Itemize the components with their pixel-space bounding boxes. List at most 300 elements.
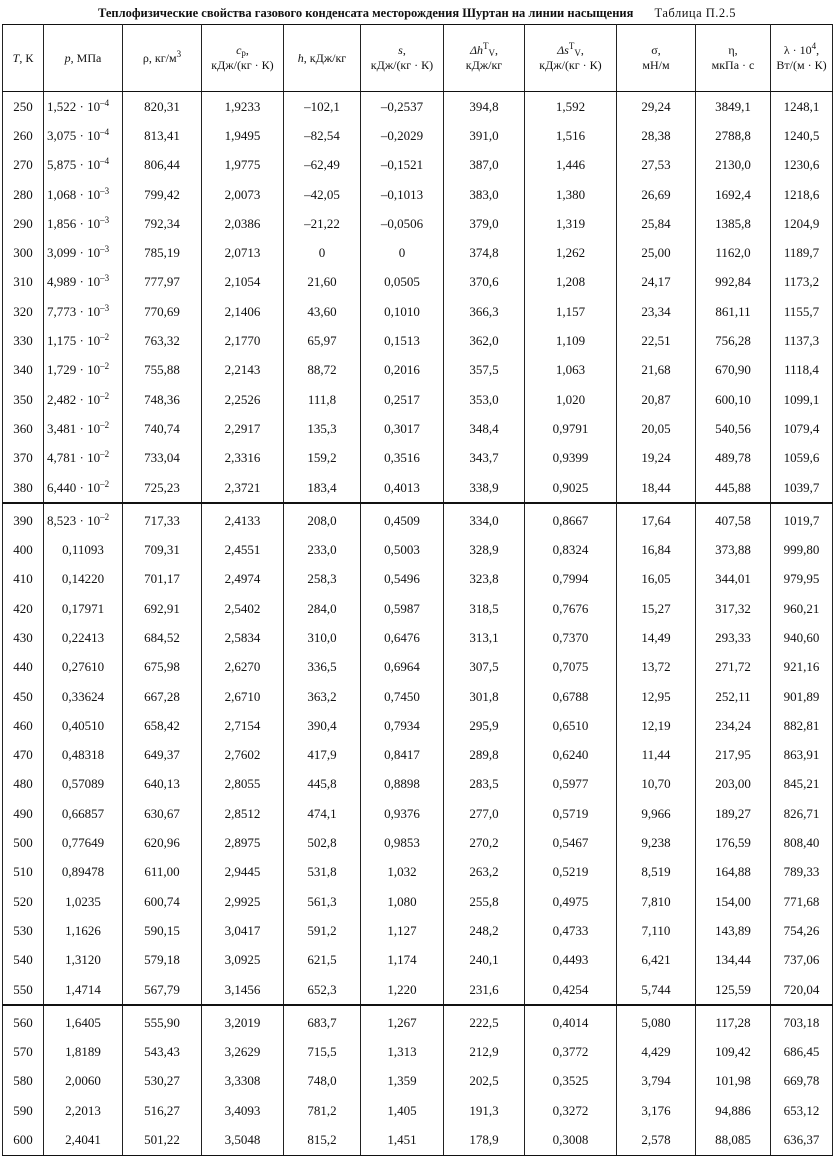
cell-s: 0,6476 xyxy=(361,623,444,652)
header-unit: , кг/м xyxy=(148,50,177,65)
cell-cp: 3,5048 xyxy=(202,1125,284,1155)
cell-s: 1,313 xyxy=(361,1038,444,1067)
cell-s: 0,8898 xyxy=(361,770,444,799)
cell-ds: 0,4254 xyxy=(525,975,617,1005)
cell-rho: 777,97 xyxy=(123,268,202,297)
cell-p xyxy=(44,209,123,238)
table-row xyxy=(3,682,833,711)
table-caption xyxy=(0,6,834,21)
cell-t: 270 xyxy=(3,151,44,180)
cell-eta: 252,11 xyxy=(696,682,771,711)
cell-rho: 717,33 xyxy=(123,503,202,535)
cell-t: 380 xyxy=(3,473,44,503)
cell-ds: 0,4493 xyxy=(525,946,617,975)
cell-dh: 263,2 xyxy=(444,858,525,887)
cell-eta: 344,01 xyxy=(696,565,771,594)
cell-t: 320 xyxy=(3,297,44,326)
cell-t: 350 xyxy=(3,385,44,414)
cell-s: 0,1010 xyxy=(361,297,444,326)
cell-lambda: 789,33 xyxy=(771,858,833,887)
cell-lambda: 826,71 xyxy=(771,799,833,828)
cell-h: 748,0 xyxy=(284,1067,361,1096)
cell-s: 0,7450 xyxy=(361,682,444,711)
table-number: Таблица П.2.5 xyxy=(654,6,737,20)
header-s xyxy=(361,25,444,92)
cell-ds: 0,3525 xyxy=(525,1067,617,1096)
header-symbol: T xyxy=(12,50,20,65)
cell-eta: 317,32 xyxy=(696,594,771,623)
table-row xyxy=(3,238,833,267)
cell-ds: 0,4975 xyxy=(525,887,617,916)
cell-p xyxy=(44,385,123,414)
cell-t: 480 xyxy=(3,770,44,799)
cell-cp: 3,4093 xyxy=(202,1096,284,1125)
cell-h: 43,60 xyxy=(284,297,361,326)
p-value: 1,8189 xyxy=(65,1044,101,1060)
cell-rho: 530,27 xyxy=(123,1067,202,1096)
table-row xyxy=(3,92,833,122)
cell-s: 1,220 xyxy=(361,975,444,1005)
table-row xyxy=(3,594,833,623)
cell-dh: 383,0 xyxy=(444,180,525,209)
cell-sigma: 3,794 xyxy=(617,1067,696,1096)
cell-t: 280 xyxy=(3,180,44,209)
cell-s: 0,5496 xyxy=(361,565,444,594)
header-p xyxy=(44,25,123,92)
cell-h: –102,1 xyxy=(284,92,361,122)
header-line xyxy=(142,48,182,65)
p-mantissa: 8,523 xyxy=(47,512,77,528)
cell-h: 159,2 xyxy=(284,444,361,473)
cell-dh: 240,1 xyxy=(444,946,525,975)
cell-lambda: 808,40 xyxy=(771,828,833,857)
header-line xyxy=(651,43,660,57)
cell-t: 570 xyxy=(3,1038,44,1067)
cell-p xyxy=(44,1096,123,1125)
cell-s: 1,267 xyxy=(361,1005,444,1037)
cell-lambda: 636,37 xyxy=(771,1125,833,1155)
table-row xyxy=(3,1005,833,1037)
cell-rho: 567,79 xyxy=(123,975,202,1005)
cell-lambda: 1137,3 xyxy=(771,326,833,355)
cell-eta: 1385,8 xyxy=(696,209,771,238)
cell-h: 65,97 xyxy=(284,326,361,355)
p-times: · 10 xyxy=(76,450,101,466)
cell-t: 300 xyxy=(3,238,44,267)
cell-dh: 295,9 xyxy=(444,711,525,740)
table-row xyxy=(3,565,833,594)
cell-lambda: 771,68 xyxy=(771,887,833,916)
cell-s: 1,405 xyxy=(361,1096,444,1125)
header-line xyxy=(13,51,34,65)
p-mantissa: 1,068 xyxy=(47,186,77,202)
cell-h: 445,8 xyxy=(284,770,361,799)
cell-ds: 0,6788 xyxy=(525,682,617,711)
cell-cp: 3,1456 xyxy=(202,975,284,1005)
cell-eta: 445,88 xyxy=(696,473,771,503)
header-symbol: λ · 10 xyxy=(783,43,812,57)
cell-h: 284,0 xyxy=(284,594,361,623)
header-unit-line2: мН/м xyxy=(642,58,670,72)
p-exponent: –2 xyxy=(100,361,110,372)
cell-eta: 109,42 xyxy=(696,1038,771,1067)
cell-eta: 373,88 xyxy=(696,535,771,564)
cell-cp: 2,1406 xyxy=(202,297,284,326)
cell-cp: 2,8055 xyxy=(202,770,284,799)
cell-ds: 0,8667 xyxy=(525,503,617,535)
cell-t: 540 xyxy=(3,946,44,975)
header-sub: V xyxy=(574,48,581,58)
p-value: 0,17971 xyxy=(61,600,105,616)
cell-s: 0,6964 xyxy=(361,653,444,682)
cell-eta: 203,00 xyxy=(696,770,771,799)
cell-t: 500 xyxy=(3,828,44,857)
header-symbol: σ xyxy=(651,43,658,57)
cell-cp: 2,6710 xyxy=(202,682,284,711)
cell-dh: 307,5 xyxy=(444,653,525,682)
table-row xyxy=(3,1067,833,1096)
cell-h: 88,72 xyxy=(284,356,361,385)
header-unit-line2: Вт/(м · К) xyxy=(776,58,827,72)
cell-eta: 176,59 xyxy=(696,828,771,857)
cell-dh: 231,6 xyxy=(444,975,525,1005)
cell-dh: 277,0 xyxy=(444,799,525,828)
p-exponent: –3 xyxy=(100,214,110,225)
cell-ds: 1,319 xyxy=(525,209,617,238)
cell-ds: 0,5977 xyxy=(525,770,617,799)
cell-eta: 217,95 xyxy=(696,741,771,770)
cell-rho: 501,22 xyxy=(123,1125,202,1155)
cell-p xyxy=(44,653,123,682)
cell-rho: 555,90 xyxy=(123,1005,202,1037)
cell-h: 310,0 xyxy=(284,623,361,652)
cell-sigma: 5,080 xyxy=(617,1005,696,1037)
table-row xyxy=(3,444,833,473)
table-row xyxy=(3,121,833,150)
cell-sigma: 16,84 xyxy=(617,535,696,564)
p-exponent: –2 xyxy=(100,332,110,343)
cell-p xyxy=(44,741,123,770)
header-symbol: c xyxy=(236,43,242,57)
cell-rho: 692,91 xyxy=(123,594,202,623)
cell-dh: 313,1 xyxy=(444,623,525,652)
p-mantissa: 1,175 xyxy=(47,333,77,349)
p-exponent: –2 xyxy=(100,419,110,430)
cell-rho: 733,04 xyxy=(123,444,202,473)
cell-lambda: 653,12 xyxy=(771,1096,833,1125)
cell-t: 290 xyxy=(3,209,44,238)
cell-sigma: 13,72 xyxy=(617,653,696,682)
cell-h: 815,2 xyxy=(284,1125,361,1155)
p-value: 1,4714 xyxy=(65,981,101,997)
cell-sigma: 9,966 xyxy=(617,799,696,828)
cell-sigma: 16,05 xyxy=(617,565,696,594)
cell-rho: 748,36 xyxy=(123,385,202,414)
cell-rho: 611,00 xyxy=(123,858,202,887)
p-mantissa: 1,522 xyxy=(47,98,77,114)
cell-h: 0 xyxy=(284,238,361,267)
cell-cp: 3,2019 xyxy=(202,1005,284,1037)
header-unit: , МПа xyxy=(70,50,102,65)
cell-sigma: 18,44 xyxy=(617,473,696,503)
table-row xyxy=(3,887,833,916)
cell-t: 460 xyxy=(3,711,44,740)
header-unit: , xyxy=(495,43,499,57)
header-line xyxy=(236,43,249,57)
table-row xyxy=(3,623,833,652)
cell-ds: 1,208 xyxy=(525,268,617,297)
header-symbol: s xyxy=(398,43,403,57)
cell-cp: 2,2526 xyxy=(202,385,284,414)
p-value: 2,4041 xyxy=(65,1132,101,1148)
cell-sigma: 7,110 xyxy=(617,916,696,945)
p-exponent: –3 xyxy=(100,244,110,255)
cell-t: 450 xyxy=(3,682,44,711)
cell-cp: 2,5834 xyxy=(202,623,284,652)
cell-rho: 799,42 xyxy=(123,180,202,209)
cell-dh: 222,5 xyxy=(444,1005,525,1037)
cell-rho: 649,37 xyxy=(123,741,202,770)
cell-p xyxy=(44,770,123,799)
cell-h: 183,4 xyxy=(284,473,361,503)
cell-rho: 813,41 xyxy=(123,121,202,150)
cell-h: 683,7 xyxy=(284,1005,361,1037)
cell-rho: 579,18 xyxy=(123,946,202,975)
header-sub: p xyxy=(241,48,246,58)
cell-dh: 391,0 xyxy=(444,121,525,150)
table-row xyxy=(3,414,833,443)
cell-p xyxy=(44,356,123,385)
cell-s: 1,174 xyxy=(361,946,444,975)
cell-dh: 338,9 xyxy=(444,473,525,503)
cell-cp: 2,2917 xyxy=(202,414,284,443)
p-exponent: –2 xyxy=(100,478,110,489)
header-unit: , xyxy=(816,43,820,57)
header-lambda xyxy=(771,25,833,92)
table-row xyxy=(3,1125,833,1155)
cell-eta: 992,84 xyxy=(696,268,771,297)
cell-h: –62,49 xyxy=(284,151,361,180)
cell-sigma: 21,68 xyxy=(617,356,696,385)
cell-lambda: 754,26 xyxy=(771,916,833,945)
cell-t: 560 xyxy=(3,1005,44,1037)
cell-ds: 0,4733 xyxy=(525,916,617,945)
p-mantissa: 3,481 xyxy=(47,420,77,436)
cell-eta: 154,00 xyxy=(696,887,771,916)
cell-eta: 3849,1 xyxy=(696,92,771,122)
cell-lambda: 737,06 xyxy=(771,946,833,975)
cell-cp: 2,4133 xyxy=(202,503,284,535)
cell-s: 1,032 xyxy=(361,858,444,887)
p-times: · 10 xyxy=(76,245,101,261)
p-value: 1,1626 xyxy=(65,922,101,938)
p-value: 0,14220 xyxy=(61,571,105,587)
cell-lambda: 1230,6 xyxy=(771,151,833,180)
table-row xyxy=(3,858,833,887)
cell-eta: 489,78 xyxy=(696,444,771,473)
p-times: · 10 xyxy=(76,98,101,114)
p-mantissa: 3,099 xyxy=(47,245,77,261)
cell-rho: 658,42 xyxy=(123,711,202,740)
cell-p xyxy=(44,151,123,180)
cell-s: 0,2517 xyxy=(361,385,444,414)
cell-h: 591,2 xyxy=(284,916,361,945)
cell-lambda: 940,60 xyxy=(771,623,833,652)
cell-cp: 2,0713 xyxy=(202,238,284,267)
cell-t: 390 xyxy=(3,503,44,535)
cell-cp: 2,8512 xyxy=(202,799,284,828)
cell-h: 502,8 xyxy=(284,828,361,857)
p-exponent: –3 xyxy=(100,185,110,196)
table-row xyxy=(3,653,833,682)
cell-lambda: 686,45 xyxy=(771,1038,833,1067)
cell-h: –42,05 xyxy=(284,180,361,209)
cell-eta: 134,44 xyxy=(696,946,771,975)
cell-p xyxy=(44,623,123,652)
table-body xyxy=(3,92,833,1156)
cell-t: 330 xyxy=(3,326,44,355)
cell-lambda: 979,95 xyxy=(771,565,833,594)
cell-t: 360 xyxy=(3,414,44,443)
cell-dh: 289,8 xyxy=(444,741,525,770)
cell-dh: 348,4 xyxy=(444,414,525,443)
cell-ds: 1,157 xyxy=(525,297,617,326)
cell-p xyxy=(44,858,123,887)
cell-t: 420 xyxy=(3,594,44,623)
p-times: · 10 xyxy=(76,157,101,173)
cell-p xyxy=(44,682,123,711)
p-value: 2,0060 xyxy=(65,1073,101,1089)
cell-lambda: 999,80 xyxy=(771,535,833,564)
cell-sigma: 12,95 xyxy=(617,682,696,711)
cell-h: 621,5 xyxy=(284,946,361,975)
table-row xyxy=(3,297,833,326)
cell-s: 0,0505 xyxy=(361,268,444,297)
cell-s: 0,2016 xyxy=(361,356,444,385)
cell-sigma: 19,24 xyxy=(617,444,696,473)
table-row xyxy=(3,916,833,945)
cell-p xyxy=(44,92,123,122)
cell-cp: 3,0925 xyxy=(202,946,284,975)
header-sigma xyxy=(617,25,696,92)
cell-dh: 248,2 xyxy=(444,916,525,945)
cell-sigma: 2,578 xyxy=(617,1125,696,1155)
cell-ds: 0,4014 xyxy=(525,1005,617,1037)
cell-s: 0,3017 xyxy=(361,414,444,443)
cell-ds: 0,9399 xyxy=(525,444,617,473)
cell-t: 590 xyxy=(3,1096,44,1125)
cell-eta: 101,98 xyxy=(696,1067,771,1096)
p-value: 0,57089 xyxy=(61,776,105,792)
cell-sigma: 17,64 xyxy=(617,503,696,535)
header-line xyxy=(398,43,406,57)
cell-rho: 725,23 xyxy=(123,473,202,503)
cell-ds: 0,6240 xyxy=(525,741,617,770)
cell-h: 390,4 xyxy=(284,711,361,740)
cell-lambda: 1240,5 xyxy=(771,121,833,150)
cell-h: 781,2 xyxy=(284,1096,361,1125)
cell-lambda: 845,21 xyxy=(771,770,833,799)
cell-cp: 3,3308 xyxy=(202,1067,284,1096)
p-exponent: –3 xyxy=(100,273,110,284)
header-line xyxy=(298,51,346,65)
cell-sigma: 7,810 xyxy=(617,887,696,916)
cell-eta: 2130,0 xyxy=(696,151,771,180)
cell-cp: 2,7602 xyxy=(202,741,284,770)
cell-dh: 362,0 xyxy=(444,326,525,355)
cell-h: 208,0 xyxy=(284,503,361,535)
cell-lambda: 703,18 xyxy=(771,1005,833,1037)
p-mantissa: 1,729 xyxy=(47,362,77,378)
cell-cp: 2,8975 xyxy=(202,828,284,857)
cell-sigma: 10,70 xyxy=(617,770,696,799)
cell-t: 510 xyxy=(3,858,44,887)
cell-s: 1,080 xyxy=(361,887,444,916)
cell-lambda: 1019,7 xyxy=(771,503,833,535)
cell-sigma: 25,00 xyxy=(617,238,696,267)
p-mantissa: 7,773 xyxy=(47,303,77,319)
p-exponent: –4 xyxy=(100,156,110,167)
cell-eta: 125,59 xyxy=(696,975,771,1005)
header-unit: , xyxy=(245,43,249,57)
cell-lambda: 1059,6 xyxy=(771,444,833,473)
table-row xyxy=(3,503,833,535)
header-unit: , xyxy=(580,43,584,57)
cell-eta: 407,58 xyxy=(696,503,771,535)
cell-dh: 283,5 xyxy=(444,770,525,799)
p-mantissa: 4,989 xyxy=(47,274,77,290)
p-exponent: –4 xyxy=(100,126,110,137)
header-cp xyxy=(202,25,284,92)
cell-dh: 334,0 xyxy=(444,503,525,535)
cell-t: 520 xyxy=(3,887,44,916)
cell-cp: 2,4974 xyxy=(202,565,284,594)
cell-h: 233,0 xyxy=(284,535,361,564)
header-rho xyxy=(123,25,202,92)
cell-lambda: 882,81 xyxy=(771,711,833,740)
cell-ds: 0,3772 xyxy=(525,1038,617,1067)
p-times: · 10 xyxy=(76,362,101,378)
p-exponent: –2 xyxy=(100,511,110,522)
cell-s: 0,1513 xyxy=(361,326,444,355)
cell-cp: 2,4551 xyxy=(202,535,284,564)
cell-rho: 600,74 xyxy=(123,887,202,916)
cell-ds: 0,6510 xyxy=(525,711,617,740)
cell-sigma: 27,53 xyxy=(617,151,696,180)
cell-h: 363,2 xyxy=(284,682,361,711)
cell-sigma: 12,19 xyxy=(617,711,696,740)
cell-h: 417,9 xyxy=(284,741,361,770)
cell-p xyxy=(44,1005,123,1037)
p-times: · 10 xyxy=(76,479,101,495)
header-unit-line2: кДж/кг xyxy=(465,58,503,72)
cell-lambda: 1218,6 xyxy=(771,180,833,209)
cell-t: 550 xyxy=(3,975,44,1005)
cell-cp: 2,2143 xyxy=(202,356,284,385)
header-unit: , xyxy=(402,43,406,57)
p-value: 2,2013 xyxy=(65,1102,101,1118)
p-mantissa: 5,875 xyxy=(47,157,77,173)
p-value: 0,48318 xyxy=(61,747,105,763)
p-value: 0,33624 xyxy=(61,688,105,704)
cell-cp: 3,2629 xyxy=(202,1038,284,1067)
p-value: 1,3120 xyxy=(65,952,101,968)
p-value: 0,77649 xyxy=(61,835,105,851)
cell-ds: 0,7994 xyxy=(525,565,617,594)
cell-ds: 0,7075 xyxy=(525,653,617,682)
header-symbol: η xyxy=(728,43,735,57)
table-row xyxy=(3,1096,833,1125)
